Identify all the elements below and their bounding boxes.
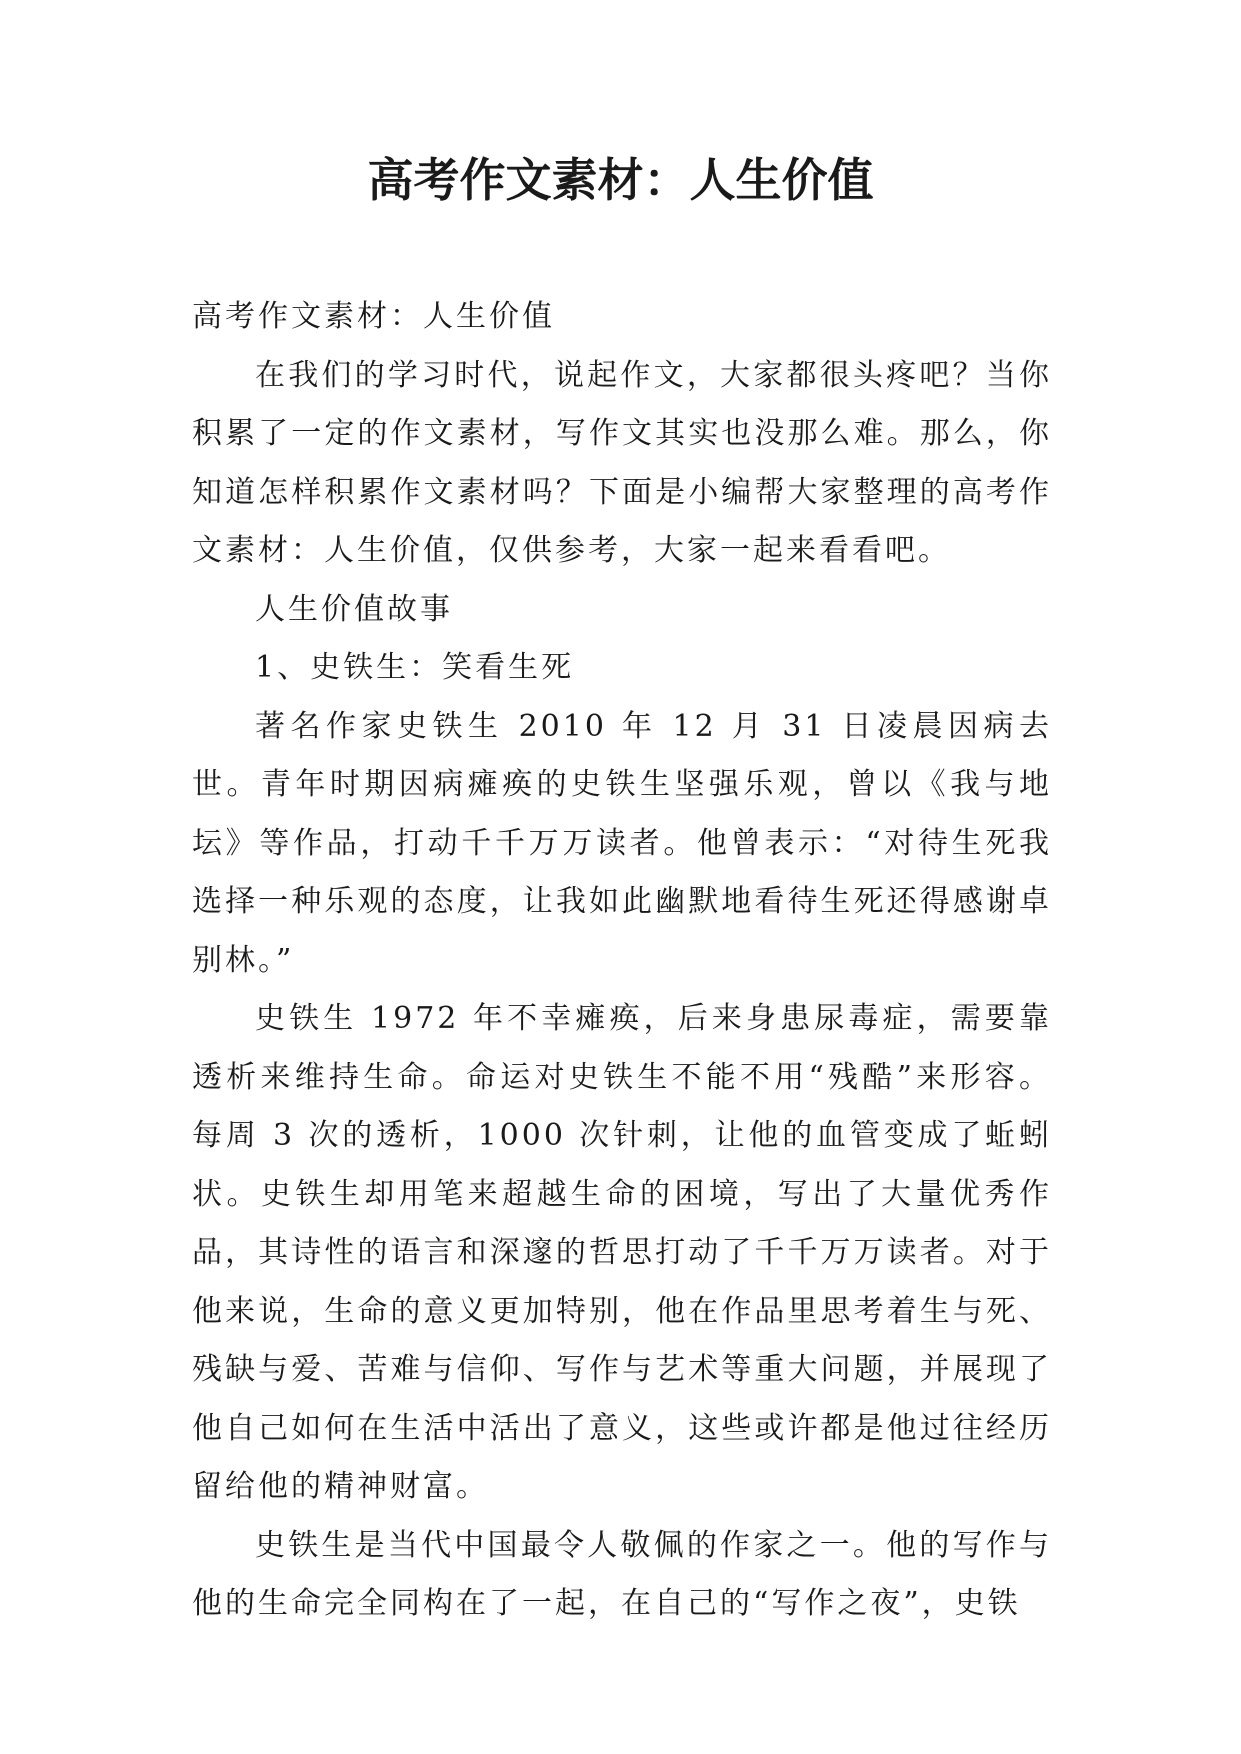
body-paragraph: 高考作文素材：人生价值: [192, 299, 555, 334]
subsection-heading: 1、史铁生：笑看生死: [255, 650, 575, 685]
body-paragraph: 史铁生是当代中国最令人敬佩的作家之一。他的写作与他的生命完全同构在了一起，在自己的“写作之夜”，史铁: [192, 1527, 1052, 1621]
document-body: [192, 288, 1052, 1634]
body-paragraph: 著名作家史铁生 2010 年 12 月 31 日凌晨因病去世。青年时期因病瘫痪的史铁生坚强乐观，曾以《我与地坛》等作品，打动千千万万读者。他曾表示：“对待生死我选择一种乐观的态度，让我如此幽默地看待生死还得感谢卓别林。”: [192, 708, 1052, 978]
body-paragraph: 在我们的学习时代，说起作文，大家都很头疼吧？当你积累了一定的作文素材，写作文其实也没那么难。那么，你知道怎样积累作文素材吗？下面是小编帮大家整理的高考作文素材：人生价值，仅供参考，大家一起来看看吧。: [192, 357, 1052, 568]
section-heading: 人生价值故事: [255, 591, 453, 627]
document-title: 高考作文素材：人生价值: [367, 153, 874, 207]
body-paragraph: 史铁生 1972 年不幸瘫痪，后来身患尿毒症，需要靠透析来维持生命。命运对史铁生不能不用“残酷”来形容。每周 3 次的透析，1000 次针刺，让他的血管变成了蚯蚓状。史铁生却用笔来超越生命的困境，写出了大量优秀作品，其诗性的语言和深邃的哲思打动了千千万万读者。对于他来说，生命的意义更加特别，他在作品里思考着生与死、残缺与爱、苦难与信仰、写作与艺术等重大问题，并展现了他自己如何在生活中活出了意义，这些或许都是他过往经历留给他的精神财富。: [192, 1001, 1052, 1504]
